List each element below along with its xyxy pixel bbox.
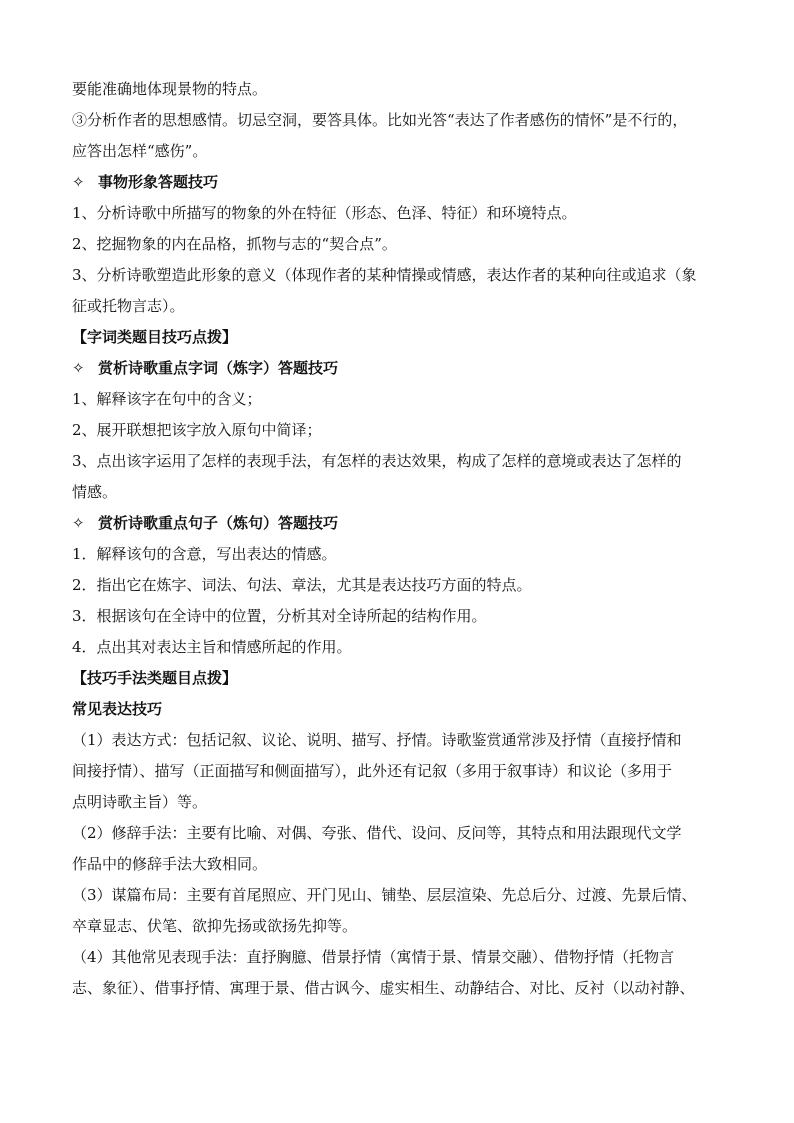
section-heading bbox=[72, 167, 732, 198]
text-line bbox=[72, 74, 732, 105]
line-text: （3）谋篇布局：主要有首尾照应、开门见山、铺垫、层层渲染、先总后分、过渡、先景后情、 bbox=[72, 886, 697, 904]
line-text: 事物形象答题技巧 bbox=[98, 173, 219, 191]
section-heading bbox=[72, 508, 732, 539]
line-text: 情感。 bbox=[72, 483, 118, 501]
line-text: 点明诗歌主旨）等。 bbox=[72, 793, 208, 811]
text-line bbox=[72, 787, 732, 818]
line-text: 要能准确地体现景物的特点。 bbox=[72, 80, 268, 98]
bold-heading bbox=[72, 322, 732, 353]
text-line bbox=[72, 911, 732, 942]
text-line bbox=[72, 539, 732, 570]
document-page bbox=[72, 74, 732, 1004]
line-text: （4）其他常见表现手法：直抒胸臆、借景抒情（寓情于景、情景交融）、借物抒情（托物言 bbox=[72, 948, 675, 966]
text-line bbox=[72, 477, 732, 508]
line-text: 征或托物言志）。 bbox=[72, 297, 185, 315]
text-line bbox=[72, 756, 732, 787]
bold-heading bbox=[72, 663, 732, 694]
diamond-bullet-icon: ✧ bbox=[72, 359, 85, 377]
line-text: 1、解释该字在句中的含义； bbox=[72, 390, 262, 408]
line-text: 【字词类题目技巧点拨】 bbox=[72, 328, 238, 346]
line-text: ③分析作者的思想感情。切忌空洞，要答具体。比如光答“表达了作者感伤的情怀”是不行的， bbox=[72, 111, 688, 129]
line-text: 4．点出其对表达主旨和情感所起的作用。 bbox=[72, 638, 352, 656]
section-heading bbox=[72, 353, 732, 384]
text-line bbox=[72, 570, 732, 601]
text-line bbox=[72, 818, 732, 849]
line-text: 2、挖掘物象的内在品格，抓物与志的“契合点”。 bbox=[72, 235, 397, 253]
line-text: 赏析诗歌重点句子（炼句）答题技巧 bbox=[98, 514, 339, 532]
text-line bbox=[72, 415, 732, 446]
text-line bbox=[72, 136, 732, 167]
line-text: 间接抒情）、描写（正面描写和侧面描写），此外还有记叙（多用于叙事诗）和议论（多用于 bbox=[72, 762, 673, 780]
text-line bbox=[72, 105, 732, 136]
text-line bbox=[72, 725, 732, 756]
text-line bbox=[72, 880, 732, 911]
text-line bbox=[72, 260, 732, 291]
line-text: 赏析诗歌重点字词（炼字）答题技巧 bbox=[98, 359, 339, 377]
line-text: 作品中的修辞手法大致相同。 bbox=[72, 855, 268, 873]
text-line bbox=[72, 198, 732, 229]
line-text: 志、象征）、借事抒情、寓理于景、借古讽今、虚实相生、动静结合、对比、反衬（以动衬静、 bbox=[72, 979, 695, 997]
text-line bbox=[72, 601, 732, 632]
line-text: 应答出怎样“感伤”。 bbox=[72, 142, 208, 160]
line-text: 3、分析诗歌塑造此形象的意义（体现作者的某种情操或情感，表达作者的某种向往或追求（象 bbox=[72, 266, 697, 284]
line-text: 常见表达技巧 bbox=[72, 700, 163, 718]
line-text: 1．解释该句的含意，写出表达的情感。 bbox=[72, 545, 337, 563]
text-line bbox=[72, 446, 732, 477]
text-line bbox=[72, 229, 732, 260]
line-text: （2）修辞手法：主要有比喻、对偶、夸张、借代、设问、反问等，其特点和用法跟现代文学 bbox=[72, 824, 682, 842]
line-text: 1、分析诗歌中所描写的物象的外在特征（形态、色泽、特征）和环境特点。 bbox=[72, 204, 577, 222]
text-line bbox=[72, 973, 732, 1004]
text-line bbox=[72, 849, 732, 880]
line-text: 3．根据该句在全诗中的位置，分析其对全诗所起的结构作用。 bbox=[72, 607, 487, 625]
line-text: （1）表达方式：包括记叙、议论、说明、描写、抒情。诗歌鉴赏通常涉及抒情（直接抒情和 bbox=[72, 731, 682, 749]
text-line bbox=[72, 291, 732, 322]
diamond-bullet-icon: ✧ bbox=[72, 173, 85, 191]
text-line bbox=[72, 942, 732, 973]
text-line bbox=[72, 632, 732, 663]
line-text: 2、展开联想把该字放入原句中简译； bbox=[72, 421, 322, 439]
line-text: 【技巧手法类题目点拨】 bbox=[72, 669, 238, 687]
text-line bbox=[72, 384, 732, 415]
line-text: 卒章显志、伏笔、欲抑先扬或欲扬先抑等。 bbox=[72, 917, 358, 935]
diamond-bullet-icon: ✧ bbox=[72, 514, 85, 532]
line-text: 2．指出它在炼字、词法、句法、章法，尤其是表达技巧方面的特点。 bbox=[72, 576, 532, 594]
line-text: 3、点出该字运用了怎样的表现手法，有怎样的表达效果，构成了怎样的意境或表达了怎样的 bbox=[72, 452, 682, 470]
bold-heading bbox=[72, 694, 732, 725]
